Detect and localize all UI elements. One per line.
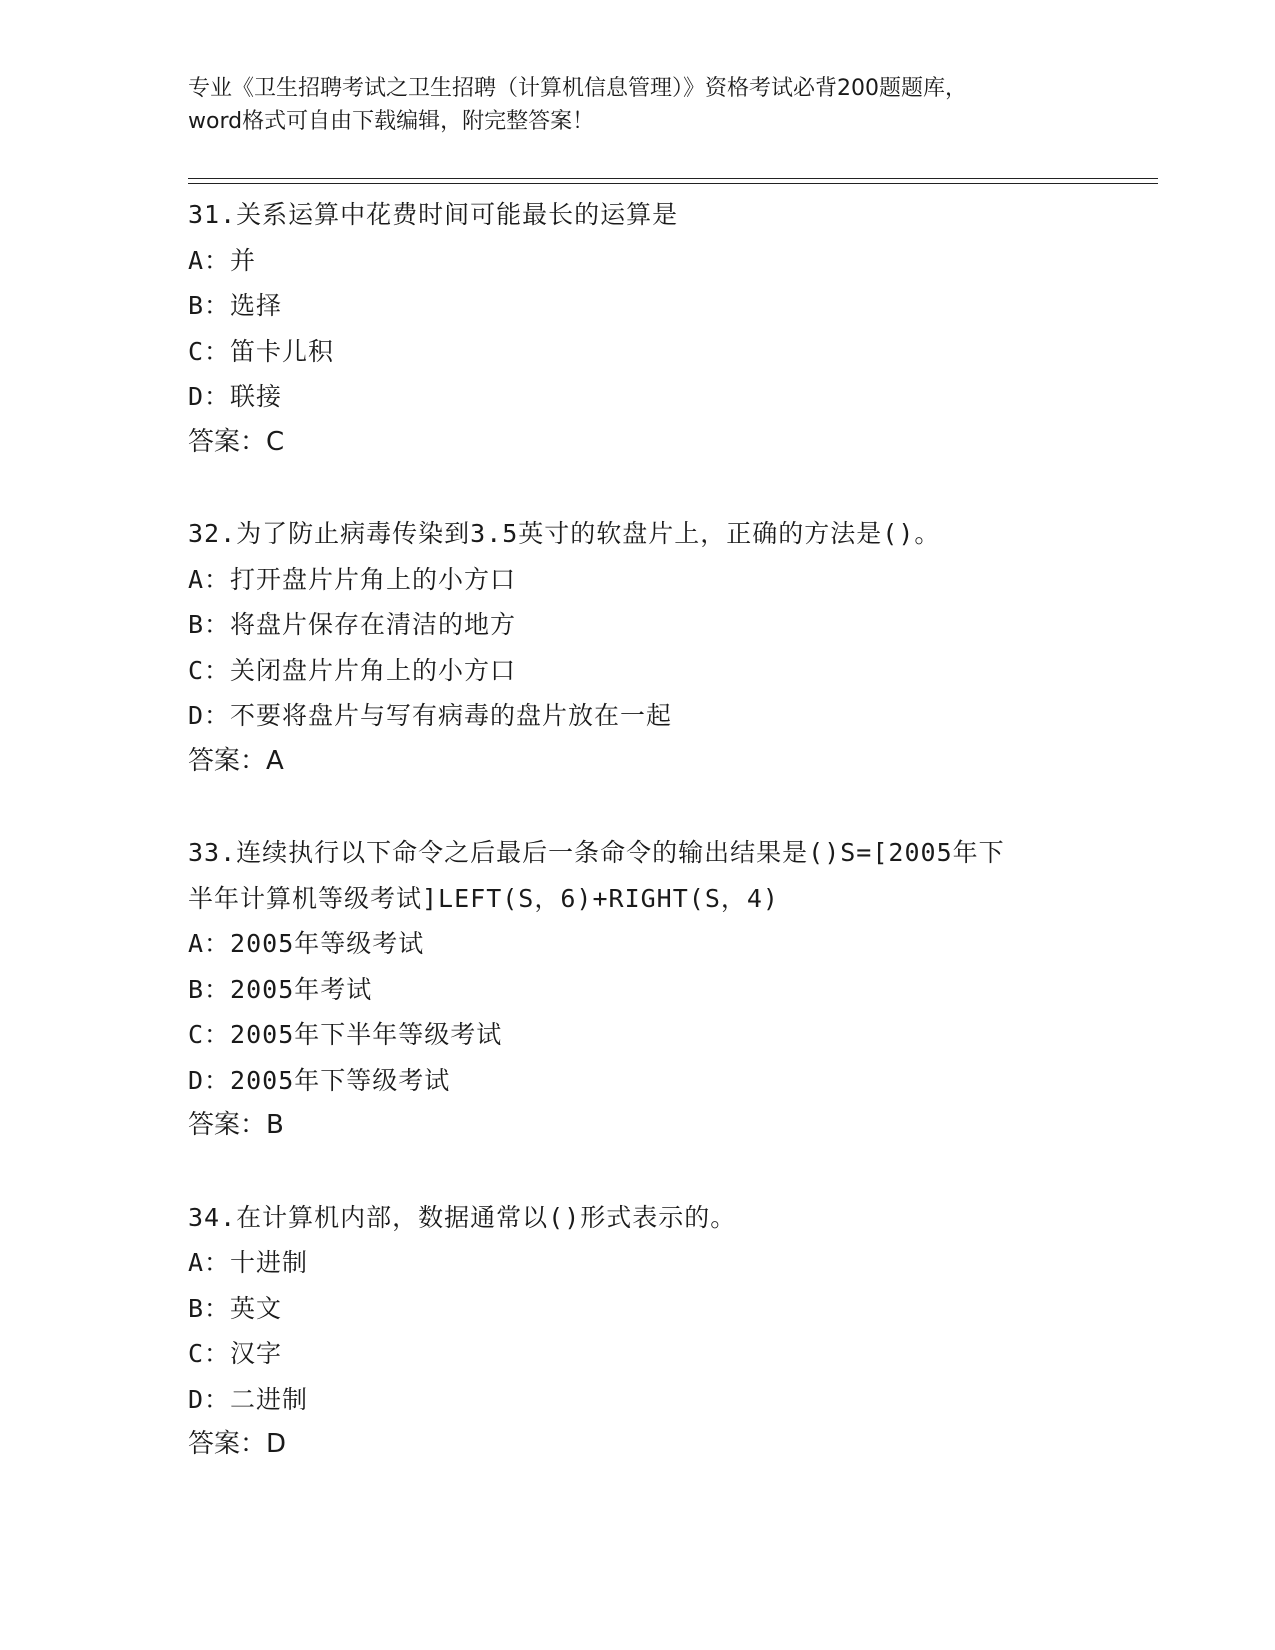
question-stem-line-2: 半年计算机等级考试]LEFT(S，6)+RIGHT(S，4) (188, 883, 779, 913)
answer-line (188, 1422, 1088, 1468)
answer-value: D (266, 1429, 287, 1459)
option-c: C：汉字 (188, 1339, 283, 1368)
answer-value: A (266, 745, 284, 776)
option-d: D：2005年下等级考试 (188, 1065, 451, 1095)
option-d: D：二进制 (188, 1384, 309, 1414)
option-b: B：英文 (188, 1293, 283, 1323)
option-c: C：关闭盘片片角上的小方口 (188, 655, 517, 685)
option-d: D：不要将盘片与写有病毒的盘片放在一起 (188, 701, 673, 730)
option-b: B：将盘片保存在清洁的地方 (188, 610, 517, 639)
option-d: D：联接 (188, 382, 283, 411)
question-list (188, 192, 1088, 1468)
answer-line (188, 420, 1088, 466)
answer-value: C (266, 426, 285, 457)
answer-label: 答案： (188, 1429, 267, 1459)
question-32 (188, 511, 1088, 784)
question-stem: 32.为了防止病毒传染到3.5英寸的软盘片上，正确的方法是()。 (188, 519, 941, 548)
question-33 (188, 830, 1088, 1149)
question-31 (188, 192, 1088, 465)
header-line-2: word格式可自由下载编辑，附完整答案！ (188, 109, 595, 134)
option-a: A：十进制 (188, 1248, 309, 1277)
question-34 (188, 1195, 1088, 1468)
header-divider-top (188, 178, 1158, 179)
option-a: A：并 (188, 245, 257, 275)
answer-label: 答案： (188, 1110, 267, 1140)
header-divider-bottom (188, 183, 1158, 184)
option-c: C：笛卡儿积 (188, 336, 335, 366)
option-b: B：选择 (188, 291, 283, 320)
option-a: A：2005年等级考试 (188, 929, 425, 958)
answer-label: 答案： (188, 745, 267, 776)
answer-value: B (266, 1110, 284, 1140)
header-line-1: 专业《卫生招聘考试之卫生招聘（计算机信息管理）》资格考试必背200题题库， (188, 76, 967, 101)
document-header (188, 72, 1088, 138)
option-a: A：打开盘片片角上的小方口 (188, 564, 517, 594)
answer-line (188, 1103, 1088, 1149)
question-stem: 34.在计算机内部，数据通常以()形式表示的。 (188, 1202, 737, 1232)
answer-label: 答案： (188, 426, 267, 457)
answer-line (188, 739, 1088, 785)
option-c: C：2005年下半年等级考试 (188, 1020, 503, 1049)
option-b: B：2005年考试 (188, 974, 373, 1004)
question-stem-line-1: 33.连续执行以下命令之后最后一条命令的输出结果是()S=[2005年下 (188, 838, 1005, 867)
question-stem: 31.关系运算中花费时间可能最长的运算是 (188, 200, 679, 229)
